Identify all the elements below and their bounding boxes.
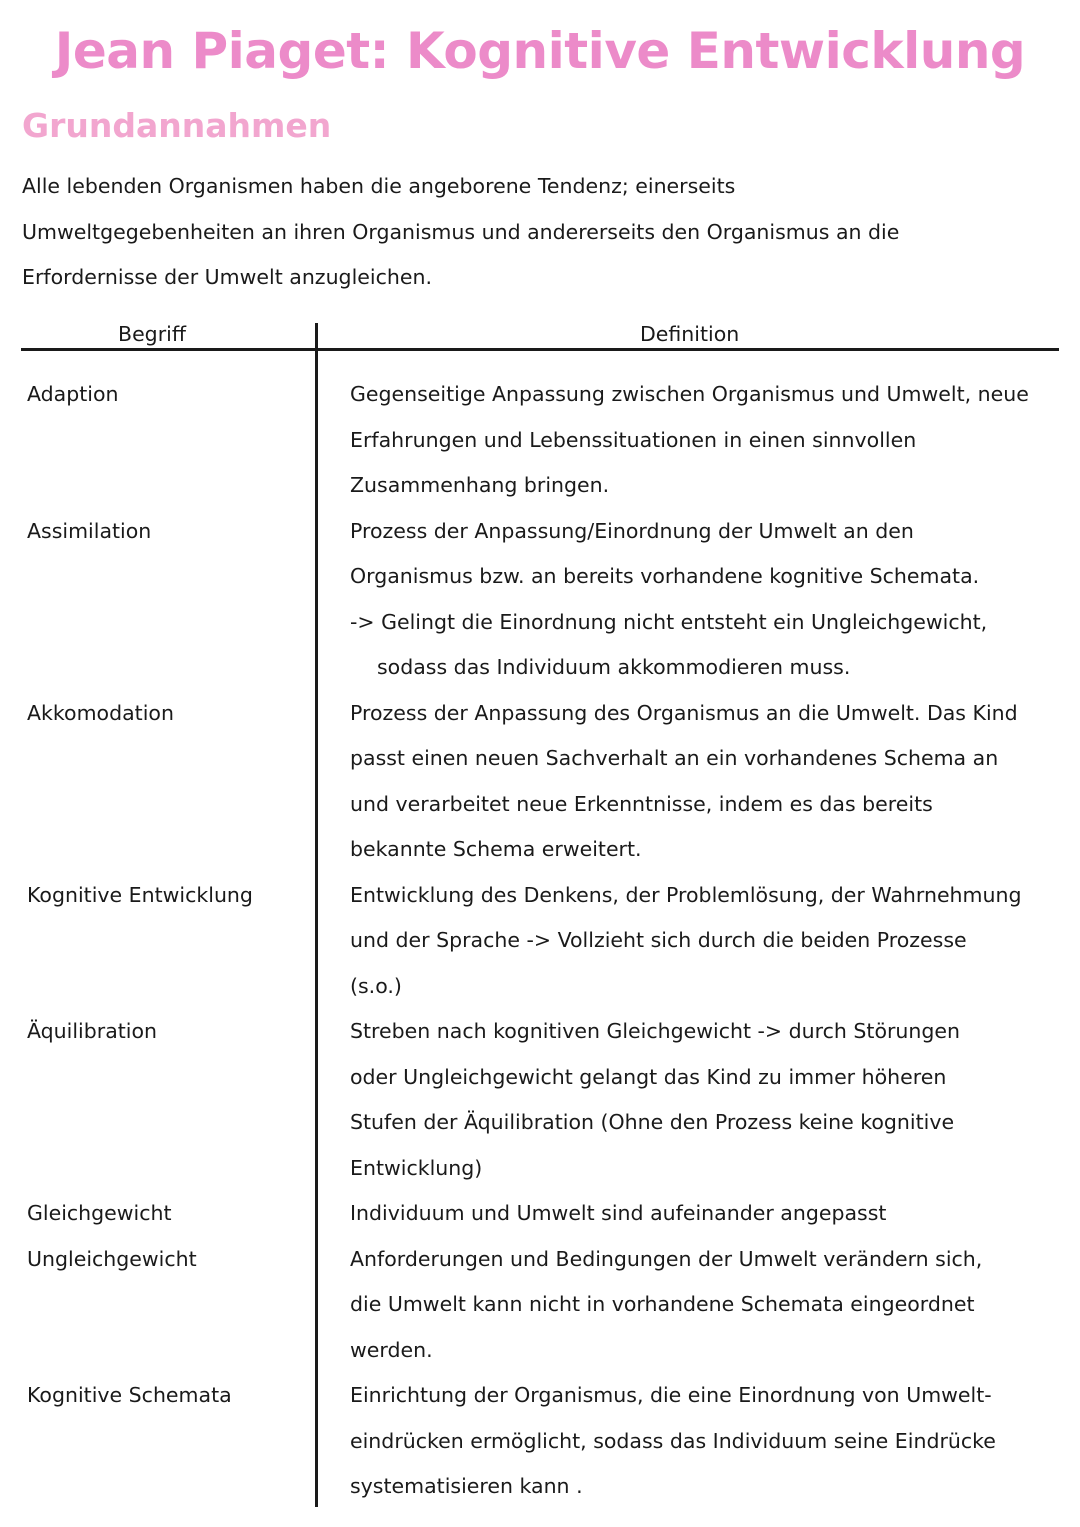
column-header-term: Begriff [118,322,186,346]
column-header-definition: Definition [640,322,740,346]
definition-table [0,372,1080,1510]
definition-line: Einrichtung der Organismus, die eine Einordnung von Umwelt- [350,1383,992,1407]
term-label: Gleichgewicht [27,1201,172,1225]
term-label: Assimilation [27,518,152,543]
page-title: Jean Piaget: Kognitive Entwicklung [54,22,1026,80]
term-label: Ungleichgewicht [27,1246,197,1271]
term-label: Äquilibration [27,1019,158,1043]
definition-line: oder Ungleichgewicht gelangt das Kind zu immer höheren [350,1064,947,1089]
definition-cell [350,1191,1050,1373]
term-cell [0,1009,350,1191]
table-row [0,372,1080,509]
definition-line: Prozess der Anpassung des Organismus an die Umwelt. Das Kind [350,700,1018,725]
intro-line: Erfordernisse der Umwelt anzugleichen. [22,265,432,289]
definition-cell [350,1009,1050,1191]
definition-line: Erfahrungen und Lebenssituationen in einen sinnvollen [350,427,917,452]
term-cell [0,1373,350,1510]
definition-line: Stufen der Äquilibration (Ohne den Prozess keine kognitive [350,1110,955,1134]
definition-cell [350,691,1050,873]
table-row [0,873,1080,1010]
definition-line: und verarbeitet neue Erkenntnisse, indem es das bereits [350,791,933,816]
term-cell [0,873,350,1010]
intro-line: Alle lebenden Organismen haben die angeborene Tendenz; einerseits [22,174,736,198]
definition-line: die Umwelt kann nicht in vorhandene Schemata eingeordnet [350,1292,975,1316]
term-cell [0,1191,350,1373]
term-label: Adaption [27,382,119,406]
definition-line: Individuum und Umwelt sind aufeinander angepasst [350,1201,887,1225]
definition-line: -> Gelingt die Einordnung nicht entsteht ein Ungleichgewicht, [350,609,988,634]
term-cell [0,372,350,509]
intro-line: Umweltgegebenheiten an ihren Organismus und andererseits den Organismus an die [22,219,900,244]
table-row [0,1009,1080,1191]
definition-line: (s.o.) [350,973,402,998]
definition-line: Streben nach kognitiven Gleichgewicht -> durch Störungen [350,1019,961,1043]
table-row [0,1191,1080,1373]
definition-line: sodass das Individuum akkommodieren muss. [377,655,851,679]
definition-line: Gegenseitige Anpassung zwischen Organismus und Umwelt, neue [350,382,1029,406]
definition-line: passt einen neuen Sachverhalt an ein vorhandenes Schema an [350,746,999,770]
definition-line: Entwicklung) [350,1155,483,1180]
definition-line: und der Sprache -> Vollzieht sich durch die beiden Prozesse [350,928,967,952]
definition-cell [350,509,1050,691]
term-label: Kognitive Schemata [27,1383,232,1407]
term-cell [0,691,350,873]
intro-paragraph [22,164,1052,301]
definition-line: Zusammenhang bringen. [350,473,610,497]
table-header-divider [21,348,1059,351]
definition-line: Entwicklung des Denkens, der Problemlösung, der Wahrnehmung [350,882,1022,907]
term-label: Akkomodation [27,700,174,725]
table-row [0,509,1080,691]
definition-cell [350,372,1050,509]
definition-line: Organismus bzw. an bereits vorhandene kognitive Schemata. [350,564,980,588]
definition-line: Anforderungen und Bedingungen der Umwelt verändern sich, [350,1246,983,1271]
table-row [0,1373,1080,1510]
definition-line: Prozess der Anpassung/Einordnung der Umwelt an den [350,518,914,543]
table-row [0,691,1080,873]
definition-cell [350,1373,1050,1510]
definition-line: systematisieren kann . [350,1474,583,1498]
definition-line: eindrücken ermöglicht, sodass das Individuum seine Eindrücke [350,1428,996,1453]
definition-line: werden. [350,1337,433,1362]
section-heading: Grundannahmen [22,106,332,145]
definition-line: bekannte Schema erweitert. [350,837,642,861]
definition-cell [350,873,1050,1010]
term-cell [0,509,350,691]
term-label: Kognitive Entwicklung [27,882,253,907]
